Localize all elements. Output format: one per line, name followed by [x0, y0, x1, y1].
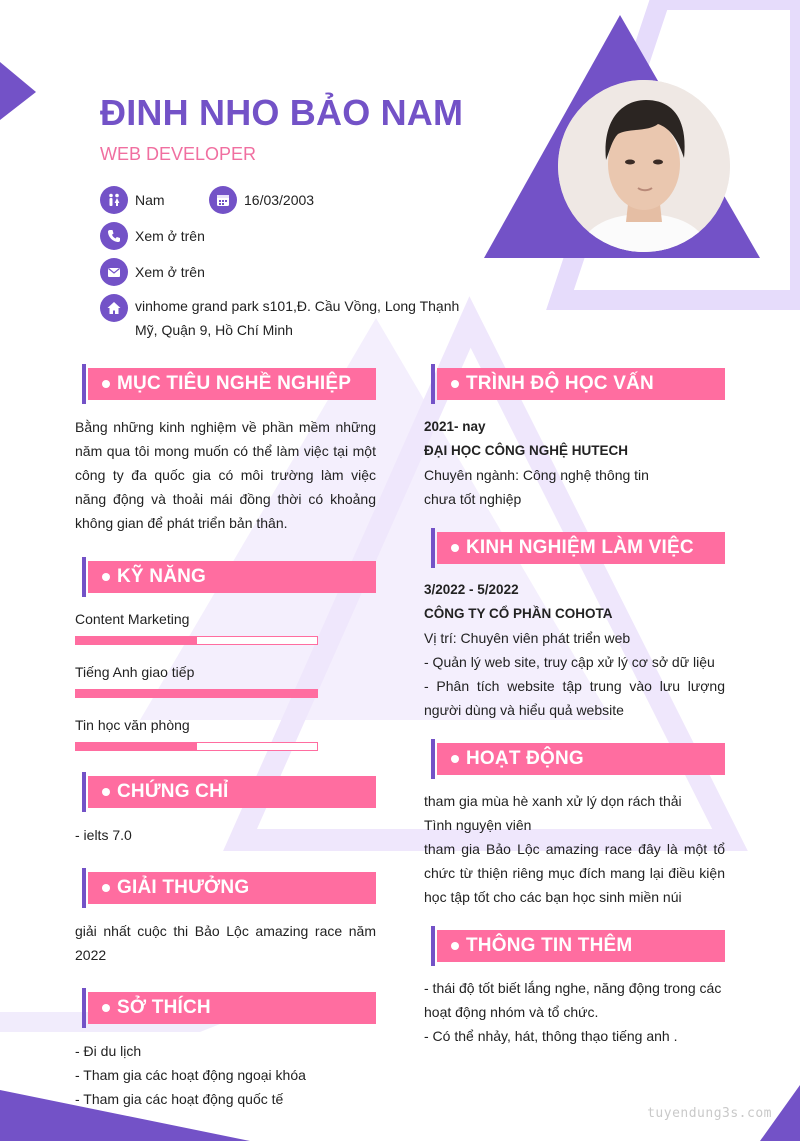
section-band [88, 368, 376, 400]
bullet-dot-icon [451, 942, 459, 950]
candidate-name: ĐINH NHO BẢO NAM [100, 92, 464, 133]
bullet-dot-icon [451, 380, 459, 388]
section-band [437, 368, 725, 400]
skill-level-fill [76, 637, 197, 644]
section-band [88, 992, 376, 1024]
bullet-dot-icon [451, 755, 459, 763]
experience-task: - Phân tích website tập trung vào lưu lượng người dùng và hiểu quả website [424, 678, 725, 718]
bullet-dot-icon [102, 884, 110, 892]
section-accent-bar [82, 557, 86, 597]
address-line-2: Mỹ, Quận 9, Hồ Chí Minh [135, 322, 293, 338]
activity-item: Tình nguyện viên [424, 817, 532, 833]
section-accent-bar [82, 364, 86, 404]
section-accent-bar [82, 868, 86, 908]
section-band [437, 532, 725, 564]
skill-name: Tiếng Anh giao tiếp [75, 664, 195, 680]
objective-section-header [82, 364, 376, 400]
extra-info-heading: THÔNG TIN THÊM [466, 935, 633, 956]
experience-position: Vị trí: Chuyên viên phát triển web [424, 630, 631, 646]
education-heading: TRÌNH ĐỘ HỌC VẤN [466, 373, 654, 394]
address-value [135, 294, 459, 342]
activities-heading: HOẠT ĐỘNG [466, 748, 584, 769]
section-band [88, 776, 376, 808]
email-row [100, 258, 205, 286]
job-title: WEB DEVELOPER [100, 144, 257, 164]
gender-icon [100, 186, 128, 214]
extra-info-item: - thái độ tốt biết lắng nghe, năng động trong các hoạt động nhóm và tổ chức. [424, 980, 722, 1020]
awards-text: giải nhất cuộc thi Bảo Lộc amazing race năm 2022 [75, 923, 376, 963]
section-accent-bar [431, 364, 435, 404]
education-status: chưa tốt nghiệp [424, 491, 522, 507]
hobbies-section-header [82, 988, 376, 1024]
activity-item: tham gia mùa hè xanh xử lý dọn rách thải [424, 793, 682, 809]
skills-section-header [82, 557, 376, 593]
bullet-dot-icon [102, 788, 110, 796]
section-band [88, 561, 376, 593]
hobbies-heading: SỞ THÍCH [117, 997, 211, 1018]
home-icon [100, 294, 128, 322]
skill-level-fill [76, 690, 317, 697]
birthday-value: 16/03/2003 [244, 192, 315, 208]
gender-value: Nam [135, 192, 165, 208]
section-band [437, 930, 725, 962]
awards-heading: GIẢI THƯỞNG [117, 877, 250, 898]
section-accent-bar [431, 739, 435, 779]
experience-heading: KINH NGHIỆM LÀM VIỆC [466, 537, 694, 558]
profile-photo [558, 80, 730, 252]
bullet-dot-icon [451, 544, 459, 552]
section-band [88, 872, 376, 904]
activities-section-header [431, 739, 725, 775]
experience-company: CÔNG TY CỔ PHẦN COHOTA [424, 606, 613, 621]
phone-row [100, 222, 205, 250]
bullet-dot-icon [102, 1004, 110, 1012]
skills-heading: KỸ NĂNG [117, 566, 207, 587]
phone-icon [100, 222, 128, 250]
experience-section-header [431, 528, 725, 564]
education-section-header [431, 364, 725, 400]
section-accent-bar [431, 926, 435, 966]
education-period: 2021- nay [424, 419, 486, 434]
skill-level-fill [76, 743, 197, 750]
address-row [100, 294, 459, 342]
section-accent-bar [82, 772, 86, 812]
calendar-icon [209, 186, 237, 214]
bullet-dot-icon [102, 380, 110, 388]
objective-text: Bằng những kinh nghiệm về phần mềm những năm qua tôi mong muốn có thể làm việc tại một công ty đa quốc gia có môi trường làm việc năng động và thoải mái đồng thời có khoảng không gian để phát triển bản thân. [75, 419, 376, 531]
watermark: tuyendung3s.com [647, 1106, 772, 1121]
certificate-item: - ielts 7.0 [75, 827, 132, 843]
awards-section-header [82, 868, 376, 904]
portrait-illustration [558, 80, 730, 252]
skill-level-bar [75, 636, 318, 645]
gender-row [100, 186, 165, 214]
experience-period: 3/2022 - 5/2022 [424, 582, 519, 597]
section-band [437, 743, 725, 775]
extra-info-section-header [431, 926, 725, 962]
skill-level-bar [75, 742, 318, 751]
skill-name: Content Marketing [75, 611, 190, 627]
certificates-section-header [82, 772, 376, 808]
skill-name: Tin học văn phòng [75, 717, 190, 733]
objective-heading: MỤC TIÊU NGHỀ NGHIỆP [117, 373, 352, 394]
activity-item: tham gia Bảo Lộc amazing race đây là một tổ chức từ thiện riêng mục đích mang lại điều kiện học tập tốt cho các bạn học sinh miền núi [424, 841, 725, 905]
section-accent-bar [82, 988, 86, 1028]
mail-icon [100, 258, 128, 286]
education-major: Chuyên ngành: Công nghệ thông tin [424, 467, 649, 483]
address-line-1: vinhome grand park s101,Đ. Cầu Vồng, Long Thạnh [135, 298, 460, 314]
hobby-item: - Tham gia các hoạt động ngoại khóa [75, 1067, 306, 1083]
hobby-item: - Đi du lịch [75, 1043, 142, 1059]
experience-task: - Quản lý web site, truy cập xử lý cơ sở dữ liệu [424, 654, 715, 670]
skill-level-bar [75, 689, 318, 698]
section-accent-bar [431, 528, 435, 568]
extra-info-item: - Có thể nhảy, hát, thông thạo tiếng anh . [424, 1028, 678, 1044]
email-value: Xem ở trên [135, 264, 205, 280]
bullet-dot-icon [102, 573, 110, 581]
education-school: ĐẠI HỌC CÔNG NGHỆ HUTECH [424, 443, 629, 458]
phone-value: Xem ở trên [135, 228, 205, 244]
birthday-row [209, 186, 314, 214]
certificates-heading: CHỨNG CHỈ [117, 781, 229, 802]
hobby-item: - Tham gia các hoạt động quốc tế [75, 1091, 284, 1107]
